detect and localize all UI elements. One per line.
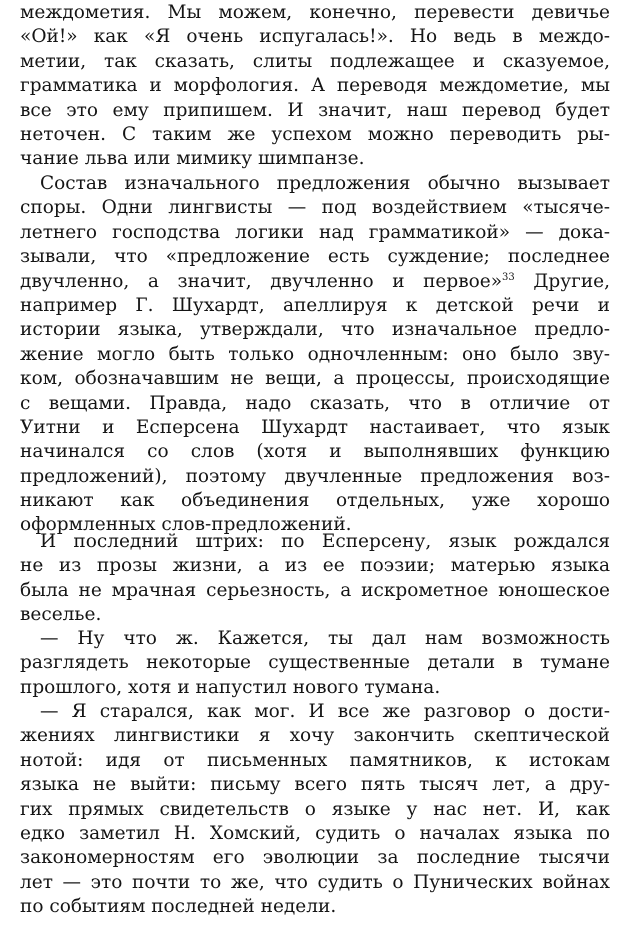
text-segment: двучленно, а значит, двучленно и первое» — [20, 270, 503, 292]
text-line: Уитни и Есперсена Шухардт настаивает, что язык — [20, 416, 610, 438]
text-line: оформленных слов-предложений. — [20, 514, 352, 536]
text-line: — Ну что ж. Кажется, ты дал нам возможность — [40, 628, 610, 649]
text-line: прошлого, хотя и напустил нового тумана. — [20, 676, 441, 698]
text-line: И последний штрих: по Есперсену, язык рождался — [40, 531, 610, 552]
text-line: чание льва или мимику шимпанзе. — [20, 148, 365, 170]
text-line: жениях лингвистики я хочу закончить скептической — [20, 725, 610, 747]
paragraph-sentence-structure — [20, 172, 610, 538]
text-line: предложений), поэтому двучленные предложения воз- — [20, 465, 610, 487]
paragraph-interjection — [20, 1, 610, 172]
text-line-with-footnote — [20, 270, 610, 294]
text-line: закономерностям его эволюции за последние тысячи — [20, 847, 610, 869]
text-segment: Другие, — [514, 270, 610, 292]
text-line: — Я старался, как мог. И все же разговор о дости- — [40, 701, 610, 722]
text-line: Состав изначального предложения обычно вызывает — [40, 173, 610, 194]
paragraph-last-touch — [20, 530, 610, 628]
text-line: нотой: идя от письменных памятников, к истокам — [20, 749, 610, 771]
text-line: по событиям последней недели. — [20, 896, 337, 918]
text-line: истории языка, утверждали, что изначальное предло- — [20, 319, 610, 341]
text-line: жение могло быть только одночленным: оно было зву- — [20, 343, 610, 365]
text-line: веселье. — [20, 604, 102, 626]
text-line: была не мрачная серьезность, а искрометное юношеское — [20, 579, 610, 601]
text-line: все это ему припишем. И значит, наш перевод будет — [20, 99, 610, 121]
text-line: гих прямых свидетельств о языке у нас нет. И, как — [20, 798, 610, 820]
text-line: грамматика и морфология. А переводя междометие, мы — [20, 75, 610, 97]
text-line: начинался со слов (хотя и выполнявших функцию — [20, 441, 610, 463]
footnote-ref: 33 — [502, 271, 515, 283]
text-line: языка не выйти: письму всего пять тысяч лет, а дру- — [20, 774, 610, 796]
paragraph-dialogue-conclusion — [20, 700, 610, 920]
text-line: метии, так сказать, слиты подлежащее и сказуемое, — [20, 50, 610, 72]
text-line: едко заметил Н. Хомский, судить о началах языка по — [20, 822, 610, 844]
text-line: споры. Одни лингвисты — под воздействием «тысяче- — [20, 197, 610, 219]
text-line: не из прозы жизни, а из ее поэзии; матерью языка — [20, 555, 610, 577]
text-line: разглядеть некоторые существенные детали в тумане — [20, 652, 610, 674]
text-line: «Ой!» как «Я очень испугалась!». Но ведь в междо- — [20, 26, 610, 48]
text-line: никают как объединения отдельных, уже хорошо — [20, 490, 610, 512]
text-line: например Г. Шухардт, апеллируя к детской речи и — [20, 294, 610, 316]
text-line: с вещами. Правда, надо сказать, что в отличие от — [20, 392, 610, 414]
text-line: лет — это почти то же, что судить о Пунических войнах — [20, 871, 610, 893]
text-line: ком, обозначавшим не вещи, а процессы, происходящие — [20, 368, 610, 390]
text-line: летнего господства логики над грамматикой» — дока- — [20, 221, 610, 243]
text-line: неточен. С таким же успехом можно переводить ры- — [20, 123, 610, 145]
paragraph-dialogue-reply — [20, 627, 610, 700]
text-line: зывали, что «предложение есть суждение; последнее — [20, 246, 610, 268]
text-line: междометия. Мы можем, конечно, перевести девичье — [20, 2, 610, 23]
